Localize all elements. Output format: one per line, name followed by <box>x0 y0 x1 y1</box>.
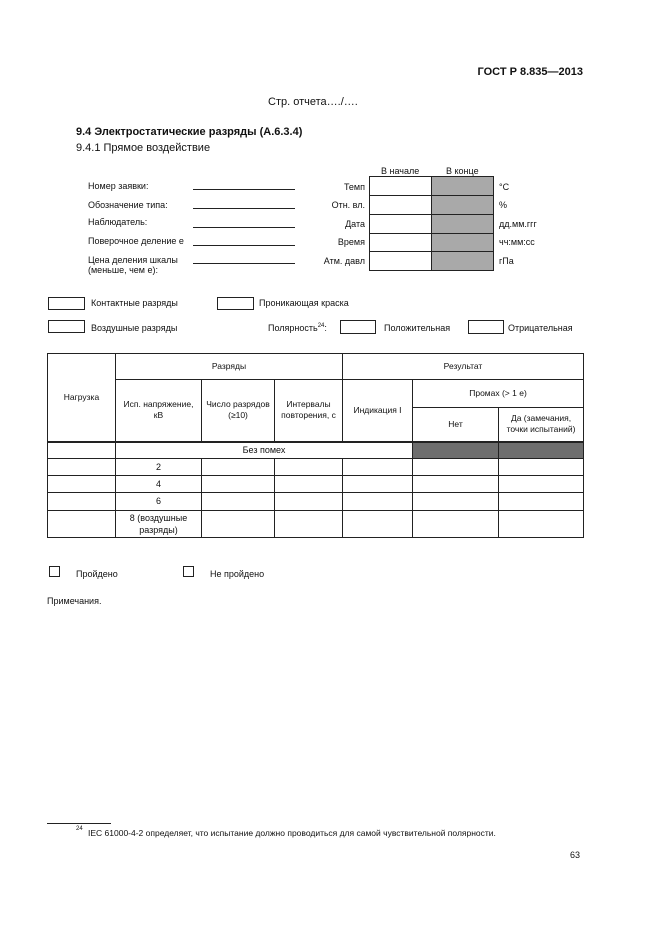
table-cell[interactable] <box>48 493 116 511</box>
env-unit-time: чч:мм:сс <box>499 237 535 247</box>
col-discharges: Разряды <box>116 354 343 380</box>
polarity-label: Полярность$^{24}$: <box>268 323 327 333</box>
env-end-time[interactable] <box>431 233 494 252</box>
env-label-pressure: Атм. давл <box>323 256 365 266</box>
table-cell[interactable] <box>275 511 343 538</box>
passed-checkbox[interactable] <box>49 566 60 577</box>
table-cell[interactable] <box>275 459 343 476</box>
penetrating-dye-box[interactable] <box>217 297 254 310</box>
table-cell-shaded <box>499 442 584 459</box>
env-label-temp: Темп <box>343 182 365 192</box>
table-cell[interactable] <box>275 476 343 493</box>
col-result: Результат <box>343 354 584 380</box>
negative-polarity-box[interactable] <box>468 320 504 334</box>
table-cell[interactable] <box>413 459 499 476</box>
table-cell-shaded <box>413 442 499 459</box>
table-cell[interactable] <box>499 511 584 538</box>
table-cell[interactable] <box>343 476 413 493</box>
table-row <box>48 476 584 493</box>
env-label-humidity: Отн. вл. <box>331 200 365 210</box>
table-cell[interactable] <box>48 459 116 476</box>
table-row <box>48 459 584 476</box>
env-end-pressure[interactable] <box>431 251 494 271</box>
col-voltage: Исп. напряжение, кВ <box>116 380 202 442</box>
voltage-value: 4 <box>116 476 202 493</box>
field-line-observer[interactable] <box>193 227 295 228</box>
table-cell[interactable] <box>48 442 116 459</box>
env-label-time: Время <box>337 237 365 247</box>
env-start-pressure[interactable] <box>369 251 432 271</box>
polarity-footnote-ref[interactable]: 24 <box>317 323 325 329</box>
field-label-observer: Наблюдатель: <box>88 217 148 227</box>
positive-polarity-box[interactable] <box>340 320 376 334</box>
report-page-field: Стр. отчета…./…. <box>268 96 358 108</box>
table-cell[interactable] <box>275 493 343 511</box>
row-no-noise: Без помех <box>116 442 413 459</box>
positive-polarity-label: Положительная <box>384 323 451 333</box>
table-cell[interactable] <box>499 459 584 476</box>
field-label-division: Цена деления шкалы <box>88 255 178 265</box>
table-cell[interactable] <box>413 476 499 493</box>
passed-label: Пройдено <box>76 569 118 579</box>
field-line-request[interactable] <box>193 189 295 190</box>
contact-discharge-box[interactable] <box>48 297 85 310</box>
table-cell[interactable] <box>413 511 499 538</box>
footnote-text: IEC 61000-4-2 определяет, что испытание должно проводиться для самой чувствительной полярности. <box>88 828 496 838</box>
section-title: 9.4 Электростатические разряды (А.6.3.4) <box>76 126 303 138</box>
footnote-divider <box>47 823 111 824</box>
table-cell[interactable] <box>202 493 275 511</box>
env-col-end: В конце <box>446 166 479 176</box>
table-cell[interactable] <box>48 511 116 538</box>
polarity-text: Полярность <box>268 323 318 333</box>
env-end-date[interactable] <box>431 214 494 234</box>
footnote-ref: 24 <box>76 826 83 832</box>
col-no: Нет <box>413 408 499 442</box>
failed-checkbox[interactable] <box>183 566 194 577</box>
env-label-date: Дата <box>345 219 365 229</box>
field-line-type[interactable] <box>193 208 295 209</box>
col-yes: Да (замечания, точки испытаний) <box>499 408 584 442</box>
env-unit-temp: °C <box>499 182 510 192</box>
table-cell[interactable] <box>202 459 275 476</box>
env-unit-pressure: гПа <box>499 256 514 266</box>
notes-label: Примечания. <box>47 596 102 606</box>
table-cell[interactable] <box>48 476 116 493</box>
table-cell[interactable] <box>343 511 413 538</box>
table-cell[interactable] <box>413 493 499 511</box>
table-cell[interactable] <box>499 493 584 511</box>
col-indication: Индикация I <box>343 380 413 442</box>
env-col-start: В начале <box>381 166 420 176</box>
table-cell[interactable] <box>202 511 275 538</box>
col-count: Число разрядов (≥10) <box>202 380 275 442</box>
env-end-humidity[interactable] <box>431 195 494 215</box>
table-cell[interactable] <box>343 459 413 476</box>
env-unit-humidity: % <box>499 200 508 210</box>
env-start-time[interactable] <box>369 233 432 252</box>
table-row <box>48 493 584 511</box>
contact-discharge-label: Контактные разряды <box>91 298 178 308</box>
field-label-division-cont: (меньше, чем e): <box>88 265 158 275</box>
field-label-request: Номер заявки: <box>88 181 149 191</box>
standard-header: ГОСТ Р 8.835—2013 <box>477 66 583 78</box>
air-discharge-box[interactable] <box>48 320 85 333</box>
field-line-division[interactable] <box>193 263 295 264</box>
env-unit-date: дд.мм.ггг <box>499 219 537 229</box>
table-cell[interactable] <box>499 476 584 493</box>
page-number: 63 <box>570 850 581 860</box>
env-start-date[interactable] <box>369 214 432 234</box>
failed-label: Не пройдено <box>210 569 265 579</box>
voltage-value: 2 <box>116 459 202 476</box>
voltage-value: 6 <box>116 493 202 511</box>
negative-polarity-label: Отрицательная <box>508 323 573 333</box>
section-subtitle: 9.4.1 Прямое воздействие <box>76 142 211 154</box>
env-start-temp[interactable] <box>369 176 432 196</box>
field-line-verification[interactable] <box>193 245 295 246</box>
table-cell[interactable] <box>343 493 413 511</box>
penetrating-dye-label: Проникающая краска <box>259 298 349 308</box>
env-end-temp[interactable] <box>431 176 494 196</box>
col-interval: Интервалы повторения, с <box>275 380 343 442</box>
table-row <box>48 511 584 538</box>
env-start-humidity[interactable] <box>369 195 432 215</box>
field-label-verification: Поверочное деление e <box>88 236 184 246</box>
results-table <box>47 353 584 538</box>
table-cell[interactable] <box>202 476 275 493</box>
air-discharge-label: Воздушные разряды <box>91 323 178 333</box>
voltage-value: 8 (воздушные разряды) <box>116 511 202 538</box>
col-noise: Промах (> 1 e) <box>413 380 584 408</box>
col-load: Нагрузка <box>48 354 116 442</box>
field-label-type: Обозначение типа: <box>88 200 168 210</box>
